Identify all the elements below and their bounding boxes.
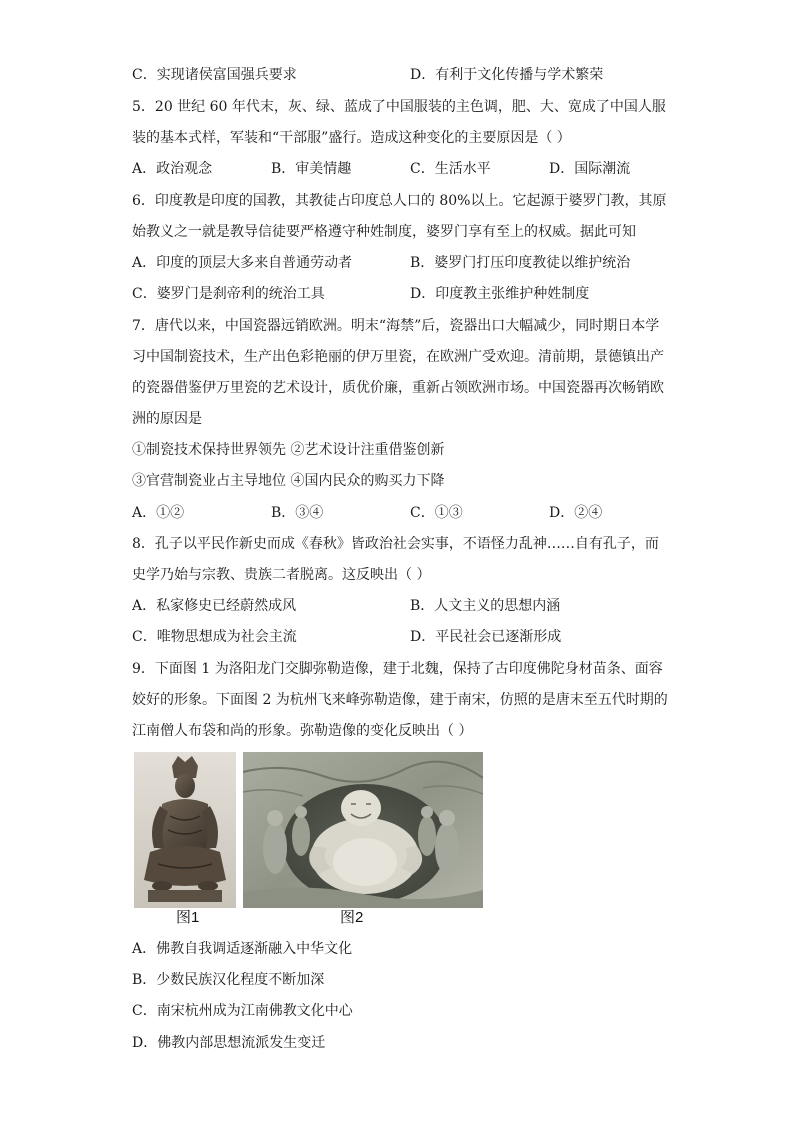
q9-figures xyxy=(134,752,484,930)
q7-stem-line-3: 的瓷器借鉴伊万里瓷的艺术设计，质优价廉，重新占领欧洲市场。中国瓷器再次畅销欧 xyxy=(132,380,664,396)
q5-option-d: D．国际潮流 xyxy=(549,161,631,177)
q8-option-c: C．唯物思想成为社会主流 xyxy=(132,629,297,645)
q7-statements-1: ①制瓷技术保持世界领先 ②艺术设计注重借鉴创新 xyxy=(132,442,445,458)
q5-option-c: C．生活水平 xyxy=(410,161,491,177)
q8-stem-line-1: 8．孔子以平民作新史而成《春秋》皆政治社会实事，不语怪力乱神……自有孔子，而 xyxy=(132,536,659,552)
q9-option-c: C．南宋杭州成为江南佛教文化中心 xyxy=(132,1003,353,1019)
figure-1-statue-image xyxy=(134,752,236,908)
q7-statements-2: ③官营制瓷业占主导地位 ④国内民众的购买力下降 xyxy=(132,473,445,489)
q7-stem-line-4: 洲的原因是 xyxy=(132,411,202,427)
q7-stem-line-1: 7．唐代以来，中国瓷器远销欧洲。明末“海禁”后，瓷器出口大幅减少，同时期日本学 xyxy=(132,318,660,334)
q6-option-c: C．婆罗门是刹帝利的统治工具 xyxy=(132,286,325,302)
q6-option-a: A．印度的顶层大多来自普通劳动者 xyxy=(132,255,353,271)
q9-stem-line-1: 9．下面图 1 为洛阳龙门交脚弥勒造像，建于北魏，保持了古印度佛陀身材苗条、面容 xyxy=(132,661,663,677)
q6-stem-line-2: 始教义之一就是教导信徒要严格遵守种姓制度，婆罗门享有至上的权威。据此可知 xyxy=(132,224,636,240)
q9-option-b: B．少数民族汉化程度不断加深 xyxy=(132,972,325,988)
q4-option-c: C．实现诸侯富国强兵要求 xyxy=(132,67,297,83)
q8-option-b: B．人文主义的思想内涵 xyxy=(410,598,561,614)
q9-stem-line-3: 江南僧人布袋和尚的形象。弥勒造像的变化反映出（ ） xyxy=(132,723,473,739)
q5-option-a: A．政治观念 xyxy=(132,161,213,177)
q8-option-a: A．私家修史已经蔚然成风 xyxy=(132,598,297,614)
q7-option-a: A．①② xyxy=(132,505,185,521)
q6-option-d: D．印度教主张维护种姓制度 xyxy=(410,286,590,302)
q8-option-d: D．平民社会已逐渐形成 xyxy=(410,629,562,645)
q5-stem-line-1: 5．20 世纪 60 年代末，灰、绿、蓝成了中国服装的主色调，肥、大、宽成了中国人服 xyxy=(132,99,666,115)
figure-1-caption: 图1 xyxy=(176,909,200,926)
q6-stem-line-1: 6．印度教是印度的国教，其教徒占印度总人口的 80%以上。它起源于婆罗门教，其原 xyxy=(132,193,667,209)
q6-option-b: B．婆罗门打压印度教徒以维护统治 xyxy=(410,255,631,271)
figure-2-rock-carving-image xyxy=(243,752,483,908)
q4-option-d: D．有利于文化传播与学术繁荣 xyxy=(410,67,604,83)
q7-option-c: C．①③ xyxy=(410,505,463,521)
q5-stem-line-2: 装的基本式样，军装和“干部服”盛行。造成这种变化的主要原因是（ ） xyxy=(132,130,571,146)
q9-stem-line-2: 姣好的形象。下面图 2 为杭州飞来峰弥勒造像，建于南宋，仿照的是唐末至五代时期的 xyxy=(132,692,668,708)
q7-option-d: D．②④ xyxy=(549,505,603,521)
figure-2-caption: 图2 xyxy=(340,909,364,926)
q8-stem-line-2: 史学乃始与宗教、贵族二者脱离。这反映出（ ） xyxy=(132,567,431,583)
q7-option-b: B．③④ xyxy=(271,505,324,521)
q9-option-d: D．佛教内部思想流派发生变迁 xyxy=(132,1035,326,1051)
q9-option-a: A．佛教自我调适逐渐融入中华文化 xyxy=(132,941,353,957)
q5-option-b: B．审美情趣 xyxy=(271,161,352,177)
q7-stem-line-2: 习中国制瓷技术，生产出色彩艳丽的伊万里瓷，在欧洲广受欢迎。清前期，景德镇出产 xyxy=(132,349,664,365)
